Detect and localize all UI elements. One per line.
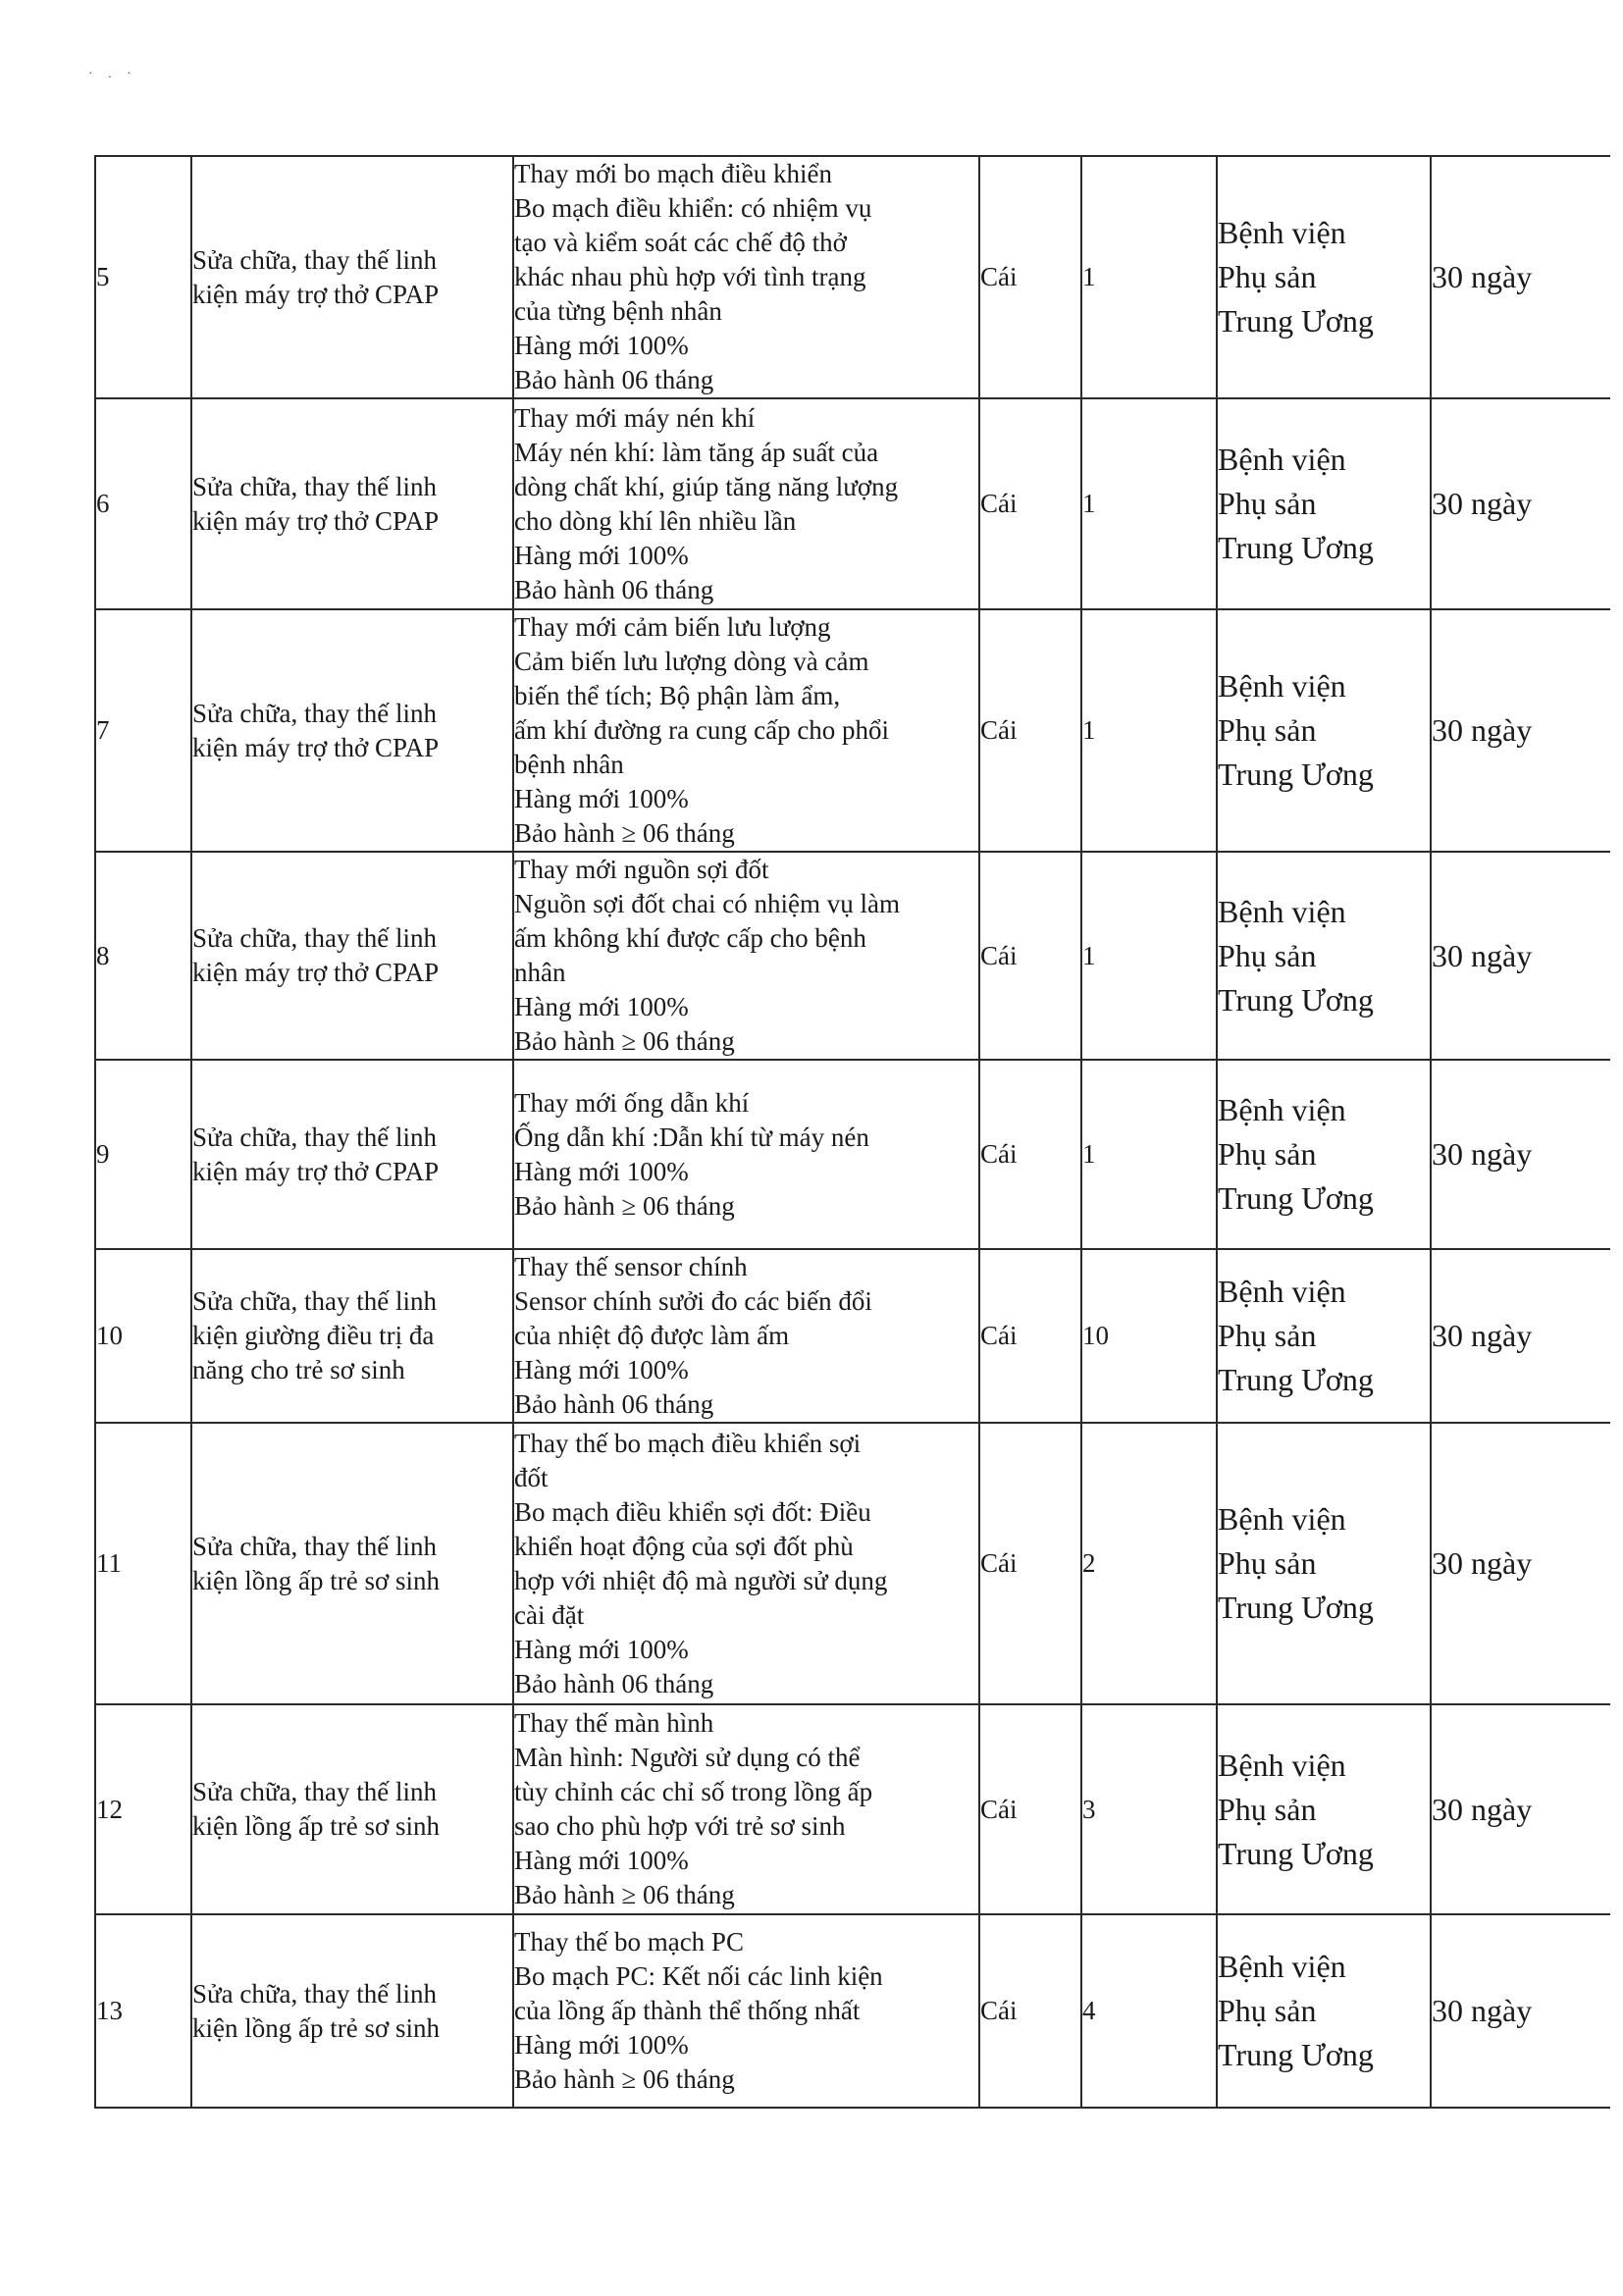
description-line: hợp với nhiệt độ mà người sử dụng <box>514 1565 888 1595</box>
description-line: Hàng mới 100% <box>514 1355 689 1384</box>
task-line: Sửa chữa, thay thế linh <box>192 1286 437 1316</box>
location-line: Trung Ương <box>1218 1180 1374 1216</box>
location-line: Phụ sản <box>1218 937 1317 973</box>
description-line: ấm không khí được cấp cho bệnh <box>514 923 866 953</box>
table-row <box>95 1423 1610 1704</box>
description-line: Thay mới nguồn sợi đốt <box>514 855 769 884</box>
duration-cell: 30 ngày <box>1431 398 1610 609</box>
duration-cell: 30 ngày <box>1431 1060 1610 1249</box>
description-cell <box>513 1423 979 1704</box>
location-line: Trung Ương <box>1218 530 1374 565</box>
description-line: của lồng ấp thành thể thống nhất <box>514 1996 861 2025</box>
task-line: kiện lồng ấp trẻ sơ sinh <box>192 1565 440 1595</box>
description-line: Bảo hành ≥ 06 tháng <box>514 818 735 848</box>
description-line: Hàng mới 100% <box>514 1634 689 1664</box>
location-line: Phụ sản <box>1218 259 1317 294</box>
location-cell <box>1217 852 1431 1060</box>
description-line: Hàng mới 100% <box>514 331 689 360</box>
table-row <box>95 1249 1610 1423</box>
duration-cell: 30 ngày <box>1431 1704 1610 1914</box>
description-cell <box>513 852 979 1060</box>
task-line: năng cho trẻ sơ sinh <box>192 1355 405 1384</box>
task-line: kiện máy trợ thở CPAP <box>192 1156 440 1186</box>
description-line: Bảo hành ≥ 06 tháng <box>514 1190 735 1221</box>
description-line: Thay mới cảm biến lưu lượng <box>514 612 831 642</box>
description-line: Thay thế bo mạch PC <box>514 1927 744 1957</box>
quantity-cell: 1 <box>1081 1060 1217 1249</box>
location-line: Phụ sản <box>1218 712 1317 748</box>
description-line: Bo mạch điều khiển: có nhiệm vụ <box>514 193 872 223</box>
table-row <box>95 156 1610 398</box>
description-line: Hàng mới 100% <box>514 540 689 570</box>
location-line: Phụ sản <box>1218 1136 1317 1172</box>
task-line: kiện máy trợ thở CPAP <box>192 279 440 309</box>
description-line: của nhiệt độ được làm ấm <box>514 1321 790 1350</box>
task-line: Sửa chữa, thay thế linh <box>192 1122 437 1152</box>
description-line: Bảo hành ≥ 06 tháng <box>514 2064 735 2094</box>
description-line: nhân <box>514 958 566 987</box>
description-line: Cảm biến lưu lượng dòng và cảm <box>514 647 869 676</box>
row-number: 9 <box>95 1060 191 1249</box>
table-row <box>95 852 1610 1060</box>
description-line: Bảo hành ≥ 06 tháng <box>514 1026 735 1056</box>
unit-cell: Cái <box>979 1914 1081 2108</box>
task-cell <box>191 1249 513 1423</box>
location-line: Phụ sản <box>1218 1545 1317 1581</box>
description-line: Thay thế sensor chính <box>514 1252 748 1281</box>
description-line: Hàng mới 100% <box>514 784 689 813</box>
task-line: Sửa chữa, thay thế linh <box>192 471 437 501</box>
description-line: Hàng mới 100% <box>514 2030 689 2060</box>
location-line: Trung Ương <box>1218 981 1374 1018</box>
row-number: 10 <box>95 1249 191 1423</box>
table-row <box>95 609 1610 852</box>
task-cell <box>191 852 513 1060</box>
description-line: tạo và kiểm soát các chế độ thở <box>514 228 847 257</box>
description-line: Máy nén khí: làm tăng áp suất của <box>514 437 879 467</box>
description-cell <box>513 1704 979 1914</box>
description-line: Bảo hành 06 tháng <box>514 365 714 394</box>
description-line: cho dòng khí lên nhiều lần <box>514 505 797 536</box>
description-line: biến thể tích; Bộ phận làm ẩm, <box>514 681 841 710</box>
row-number: 11 <box>95 1423 191 1704</box>
task-cell <box>191 398 513 609</box>
unit-cell: Cái <box>979 609 1081 852</box>
task-line: kiện máy trợ thở CPAP <box>192 505 440 536</box>
quantity-cell: 10 <box>1081 1249 1217 1423</box>
description-line: Thay mới máy nén khí <box>514 402 756 433</box>
task-line: Sửa chữa, thay thế linh <box>192 1531 437 1561</box>
task-line: kiện máy trợ thở CPAP <box>192 732 440 762</box>
location-line: Bệnh viện <box>1218 1501 1346 1537</box>
scan-specks: · . · <box>88 67 137 81</box>
description-line: dòng chất khí, giúp tăng năng lượng <box>514 471 899 501</box>
duration-cell: 30 ngày <box>1431 1914 1610 2108</box>
task-line: Sửa chữa, thay thế linh <box>192 923 437 953</box>
location-cell <box>1217 1704 1431 1914</box>
description-line: đốt <box>514 1462 549 1492</box>
description-line: Bảo hành 06 tháng <box>514 574 714 604</box>
task-cell <box>191 609 513 852</box>
description-line: Thay mới bo mạch điều khiển <box>514 159 832 188</box>
duration-cell: 30 ngày <box>1431 1423 1610 1704</box>
task-line: kiện máy trợ thở CPAP <box>192 958 440 987</box>
table-row <box>95 1914 1610 2108</box>
location-line: Trung Ương <box>1218 303 1374 339</box>
description-line: Sensor chính sưởi đo các biến đổi <box>514 1286 872 1316</box>
location-line: Bệnh viện <box>1218 442 1346 477</box>
description-line: Bảo hành 06 tháng <box>514 1668 714 1698</box>
table-row <box>95 1704 1610 1914</box>
location-line: Trung Ương <box>1218 1835 1374 1871</box>
location-line: Phụ sản <box>1218 1993 1317 2028</box>
description-line: Bảo hành ≥ 06 tháng <box>514 1880 735 1909</box>
row-number: 12 <box>95 1704 191 1914</box>
location-cell <box>1217 398 1431 609</box>
description-line: Nguồn sợi đốt chai có nhiệm vụ làm <box>514 889 900 918</box>
description-line: Hàng mới 100% <box>514 1156 689 1186</box>
location-line: Phụ sản <box>1218 1791 1317 1827</box>
location-line: Bệnh viện <box>1218 1747 1346 1783</box>
duration-cell: 30 ngày <box>1431 156 1610 398</box>
task-cell <box>191 156 513 398</box>
description-line: cài đặt <box>514 1599 585 1630</box>
location-cell <box>1217 1423 1431 1704</box>
location-line: Trung Ương <box>1218 1590 1374 1625</box>
table-body <box>95 156 1610 2108</box>
location-line: Bệnh viện <box>1218 215 1346 250</box>
location-line: Bệnh viện <box>1218 1092 1346 1127</box>
description-line: Thay mới ống dẫn khí <box>514 1087 750 1118</box>
location-cell <box>1217 1914 1431 2108</box>
description-line: tùy chỉnh các chỉ số trong lồng ấp <box>514 1777 873 1806</box>
description-line: Ống dẫn khí :Dẫn khí từ máy nén <box>514 1122 869 1152</box>
description-cell <box>513 609 979 852</box>
duration-cell: 30 ngày <box>1431 852 1610 1060</box>
task-line: kiện lồng ấp trẻ sơ sinh <box>192 2012 440 2043</box>
description-cell <box>513 1249 979 1423</box>
location-line: Bệnh viện <box>1218 668 1346 704</box>
quantity-cell: 4 <box>1081 1914 1217 2108</box>
description-line: Màn hình: Người sử dụng có thể <box>514 1743 861 1772</box>
description-line: Hàng mới 100% <box>514 1846 689 1875</box>
description-line: bệnh nhân <box>514 750 624 779</box>
location-cell <box>1217 1249 1431 1423</box>
task-line: Sửa chữa, thay thế linh <box>192 1978 437 2009</box>
location-line: Trung Ương <box>1218 2037 1374 2072</box>
description-line: Bo mạch điều khiển sợi đốt: Điều <box>514 1496 871 1527</box>
location-line: Phụ sản <box>1218 486 1317 521</box>
row-number: 6 <box>95 398 191 609</box>
location-cell <box>1217 156 1431 398</box>
quantity-cell: 1 <box>1081 156 1217 398</box>
task-cell <box>191 1914 513 2108</box>
description-cell <box>513 1914 979 2108</box>
row-number: 5 <box>95 156 191 398</box>
location-line: Bệnh viện <box>1218 893 1346 929</box>
description-line: khác nhau phù hợp với tình trạng <box>514 262 866 291</box>
description-line: Bo mạch PC: Kết nối các linh kiện <box>514 1961 883 1991</box>
row-number: 8 <box>95 852 191 1060</box>
task-cell <box>191 1423 513 1704</box>
description-line: Hàng mới 100% <box>514 992 689 1021</box>
unit-cell: Cái <box>979 156 1081 398</box>
description-line: khiển hoạt động của sợi đốt phù <box>514 1531 854 1561</box>
description-line: Thay thế bo mạch điều khiển sợi <box>514 1428 862 1458</box>
row-number: 7 <box>95 609 191 852</box>
duration-cell: 30 ngày <box>1431 1249 1610 1423</box>
unit-cell: Cái <box>979 398 1081 609</box>
location-line: Bệnh viện <box>1218 1949 1346 1984</box>
task-line: Sửa chữa, thay thế linh <box>192 698 437 728</box>
location-line: Bệnh viện <box>1218 1274 1346 1309</box>
location-line: Phụ sản <box>1218 1318 1317 1353</box>
quantity-cell: 1 <box>1081 609 1217 852</box>
unit-cell: Cái <box>979 1704 1081 1914</box>
table-row <box>95 1060 1610 1249</box>
unit-cell: Cái <box>979 1249 1081 1423</box>
quantity-cell: 1 <box>1081 852 1217 1060</box>
unit-cell: Cái <box>979 1060 1081 1249</box>
unit-cell: Cái <box>979 852 1081 1060</box>
description-line: sao cho phù hợp với trẻ sơ sinh <box>514 1811 846 1841</box>
description-line: Bảo hành 06 tháng <box>514 1389 714 1419</box>
location-cell <box>1217 1060 1431 1249</box>
task-line: Sửa chữa, thay thế linh <box>192 1777 437 1806</box>
duration-cell: 30 ngày <box>1431 609 1610 852</box>
task-line: Sửa chữa, thay thế linh <box>192 244 437 275</box>
task-line: kiện giường điều trị đa <box>192 1321 435 1350</box>
location-cell <box>1217 609 1431 852</box>
task-cell <box>191 1060 513 1249</box>
location-line: Trung Ương <box>1218 757 1374 792</box>
description-cell <box>513 1060 979 1249</box>
description-cell <box>513 156 979 398</box>
quantity-cell: 3 <box>1081 1704 1217 1914</box>
quantity-cell: 1 <box>1081 398 1217 609</box>
repair-items-table <box>94 155 1610 2109</box>
description-line: của từng bệnh nhân <box>514 296 722 326</box>
description-line: Thay thế màn hình <box>514 1708 714 1738</box>
quantity-cell: 2 <box>1081 1423 1217 1704</box>
task-cell <box>191 1704 513 1914</box>
unit-cell: Cái <box>979 1423 1081 1704</box>
row-number: 13 <box>95 1914 191 2108</box>
task-line: kiện lồng ấp trẻ sơ sinh <box>192 1811 440 1841</box>
description-cell <box>513 398 979 609</box>
location-line: Trung Ương <box>1218 1362 1374 1397</box>
description-line: ấm khí đường ra cung cấp cho phổi <box>514 715 890 745</box>
table-row <box>95 398 1610 609</box>
